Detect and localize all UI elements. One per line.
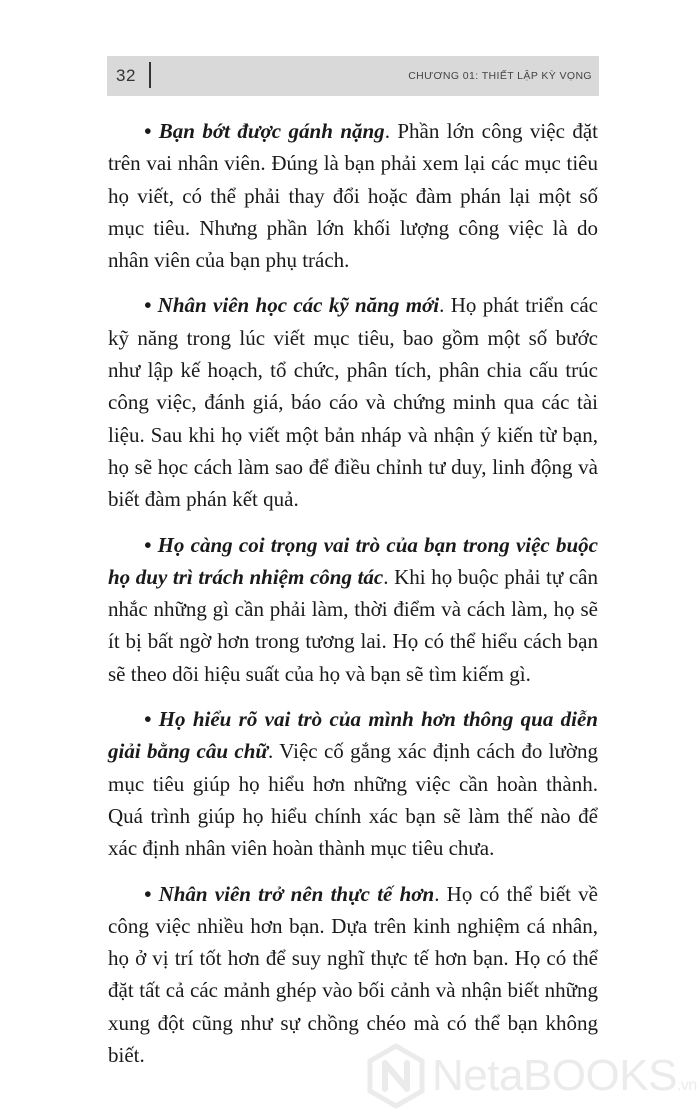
bullet-text: . Khi họ buộc phải tự cân nhắc những gì cần phải làm, thời điểm và cách làm, họ sẽ ít bị bất ngờ hơn trong tương lai. Họ có thể hiểu cách bạn sẽ theo dõi hiệu suất của họ và bạn sẽ tìm kiếm gì. — [108, 564, 598, 686]
bullet-paragraph-2 — [108, 289, 598, 515]
watermark-brand-text: NetaBOOKS — [432, 1051, 677, 1100]
bullet-term: • Nhân viên học các kỹ năng mới — [144, 293, 440, 318]
page-number: 32 — [116, 66, 136, 85]
body-text — [108, 115, 598, 1084]
bullet-text: . Phần lớn công việc đặt trên vai nhân viên. Đúng là bạn phải xem lại các mục tiêu họ viết, có thể phải thay đổi hoặc đàm phán lại một số mục tiêu. Nhưng phần lớn khối lượng công việc là do nhân viên của bạn phụ trách. — [108, 119, 598, 273]
bullet-paragraph-3 — [108, 529, 598, 690]
watermark-brand — [432, 1051, 697, 1101]
n-hexagon-logo-icon — [366, 1043, 426, 1109]
header-divider — [149, 62, 151, 88]
bullet-term: • Nhân viên trở nên thực tế hơn — [144, 881, 435, 906]
bullet-term: • Bạn bớt được gánh nặng — [144, 119, 385, 143]
bullet-text: . Họ có thể biết về công việc nhiều hơn bạn. Dựa trên kinh nghiệm cá nhân, họ ở vị trí tốt hơn để suy nghĩ thực tế hơn bạn. Họ có thể đặt tất cả các mảnh ghép vào bối cảnh và nhận biết những xung đột cũng như sự chồng chéo mà có thể bạn không biết. — [108, 881, 599, 1068]
bullet-term: • Họ hiểu rõ vai trò của mình hơn thông qua diễn giải bằng câu chữ — [108, 707, 598, 764]
bullet-text: . Việc cố gắng xác định cách đo lường mục tiêu giúp họ hiểu hơn những việc cần hoàn thành. Quá trình giúp họ hiểu chính xác bạn sẽ làm thế nào để xác định nhân viên hoàn thành mục tiêu chưa. — [108, 739, 598, 861]
bullet-paragraph-1 — [108, 115, 598, 276]
netabooks-watermark — [366, 1043, 697, 1109]
watermark-domain: .vn — [676, 1077, 697, 1094]
bullet-text: . Họ phát triển các kỹ năng trong lúc viết mục tiêu, bao gồm một số bước như lập kế hoạch, tổ chức, phân tích, phân chia cấu trúc công việc, đánh giá, báo cáo và chứng minh qua các tài liệu. Sau khi họ viết một bản nháp và nhận ý kiến từ bạn, họ sẽ học cách làm sao để điều chỉnh tư duy, linh động và biết đàm phán kết quả. — [108, 293, 598, 512]
bullet-paragraph-4 — [108, 703, 598, 864]
bullet-term: • Họ càng coi trọng vai trò của bạn trong việc buộc họ duy trì trách nhiệm công tác — [108, 532, 598, 589]
chapter-title: CHƯƠNG 01: THIẾT LẬP KỲ VỌNG — [408, 70, 592, 82]
